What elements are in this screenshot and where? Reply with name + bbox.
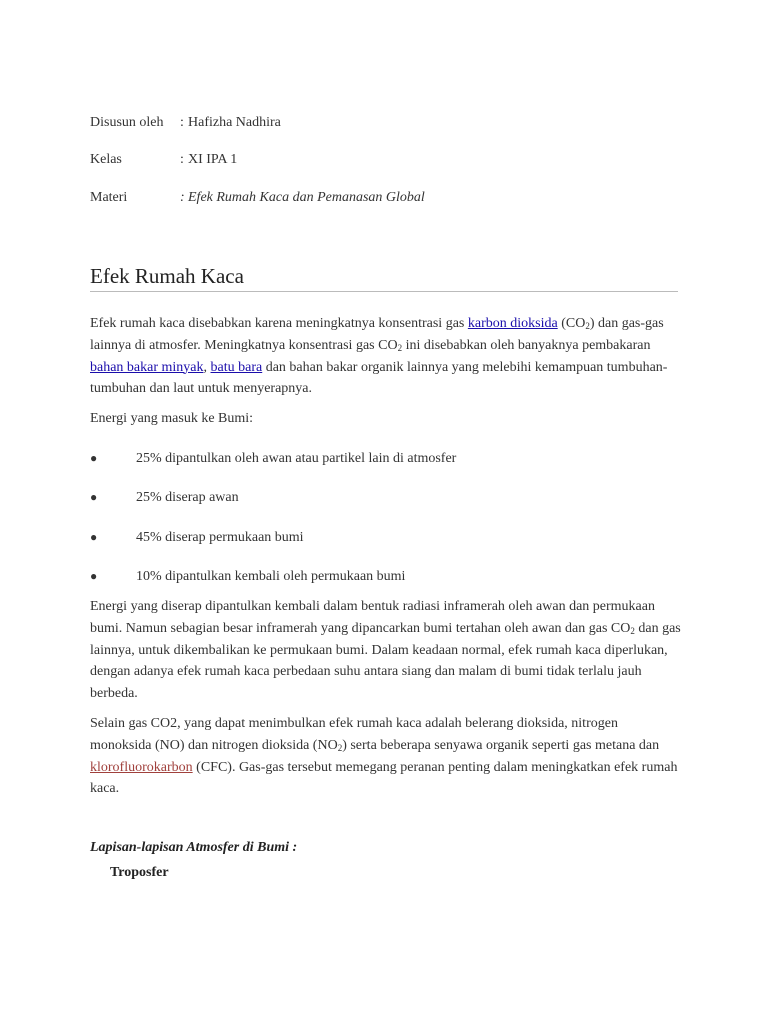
text: Energi yang diserap dipantulkan kembali dalam bentuk radiasi inframerah oleh awan dan permukaan bumi. Namun sebagian besar inframerah yang dipancarkan bumi tertahan oleh awan dan gas CO [90,599,655,636]
meta-value: XI IPA 1 [188,152,238,167]
subscript: 2 [337,742,343,753]
meta-colon: : [180,115,184,130]
meta-colon: : [180,152,184,167]
text: dan gas lainnya, untuk dikembalikan ke permukaan bumi. Dalam keadaan normal, efek rumah kaca diperlukan, dengan adanya efek rumah kaca perbedaan suhu antara siang dan malam di bumi tidak terlalu jauh berbeda. [90,620,681,702]
subscript: 2 [397,342,403,353]
meta-label: Disusun oleh [90,115,164,130]
energy-intro: Energi yang masuk ke Bumi: [90,411,254,426]
text: ) serta beberapa senyawa organik seperti gas metana dan [342,737,660,753]
list-item [90,567,405,586]
paragraph-infrared [90,596,682,705]
list-item [90,488,239,507]
text: dan bahan bakar organik lainnya yang melebihi kemampuan tumbuhan-tumbuhan dan laut untuk menyerapnya. [90,359,668,397]
meta-class-row [90,151,237,169]
bullet-icon: ● [90,490,98,504]
link-klorofluorokarbon[interactable]: klorofluorokarbon [90,759,193,775]
text: , [203,359,211,375]
text: ) dan gas-gas lainnya di atmosfer. Meningkatnya konsentrasi gas CO [90,316,664,353]
subscript: 2 [630,625,635,636]
meta-label: Kelas [90,152,122,167]
text: ini disebabkan oleh banyaknya pembakaran [402,337,651,353]
link-karbon-dioksida[interactable]: karbon dioksida [467,316,558,331]
list-item [90,449,456,468]
link-bahan-bakar-minyak[interactable]: bahan bakar minyak [90,359,204,375]
list-item-text: 25% diserap awan [136,490,239,505]
list-item-text: 10% dipantulkan kembali oleh permukaan bumi [136,569,406,584]
text: Selain gas CO2, yang dapat menimbulkan efek rumah kaca adalah belerang dioksida, nitrogen monoksida (NO) dan nitrogen dioksida (NO [90,716,618,753]
text: (CFC). Gas-gas tersebut memegang peranan penting dalam meningkatkan efek rumah kaca. [90,759,678,797]
text: (CO [557,316,586,331]
meta-subject-row [90,189,425,207]
subscript: 2 [585,321,590,331]
bullet-icon: ● [90,451,98,465]
text: Efek rumah kaca disebabkan karena meningkatnya konsentrasi gas [90,316,468,331]
bullet-icon: ● [90,530,98,544]
paragraph-other-gases [90,713,682,800]
meta-label: Materi [90,190,128,205]
meta-author-row [90,114,281,132]
page-heading: Efek Rumah Kaca [90,262,678,292]
paragraph-greenhouse-cause [90,313,682,400]
subsection-title: Troposfer [110,865,169,880]
list-item [90,528,304,547]
meta-value: Hafizha Nadhira [188,115,281,130]
list-item-text: 25% dipantulkan oleh awan atau partikel lain di atmosfer [136,451,457,466]
meta-colon: : [180,190,185,205]
list-item-text: 45% diserap permukaan bumi [136,530,304,545]
meta-value: Efek Rumah Kaca dan Pemanasan Global [188,190,425,205]
link-batu-bara[interactable]: batu bara [210,359,263,375]
bullet-icon: ● [90,569,98,583]
section-title: Lapisan-lapisan Atmosfer di Bumi : [90,840,298,855]
